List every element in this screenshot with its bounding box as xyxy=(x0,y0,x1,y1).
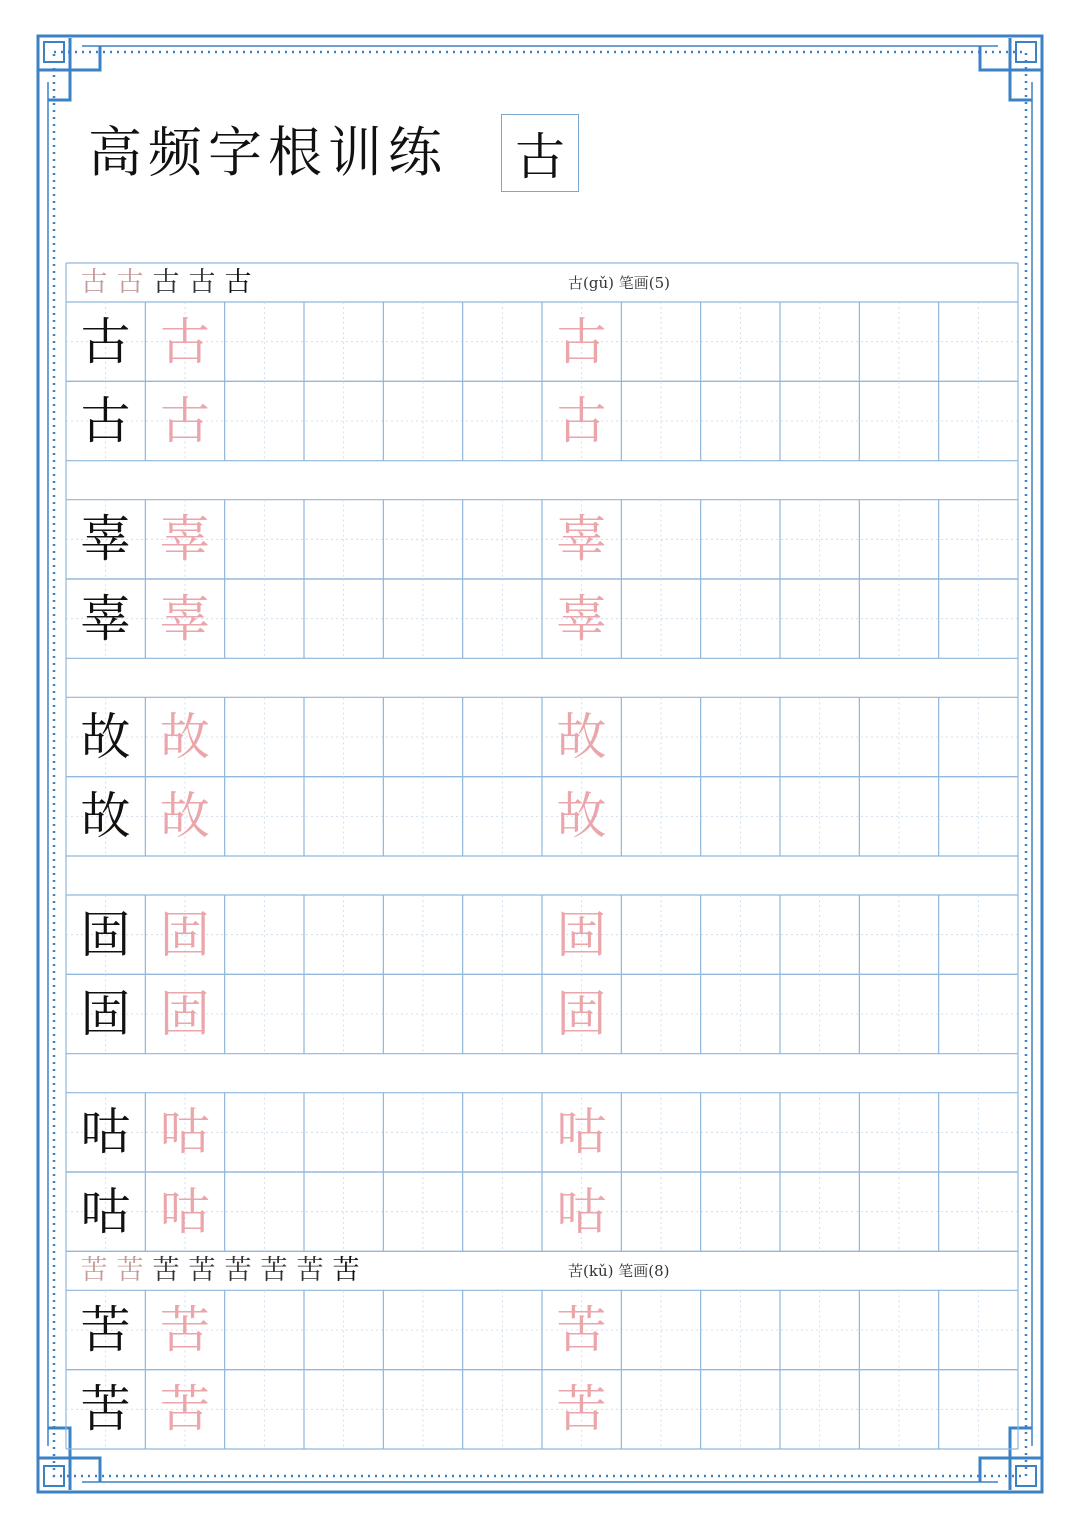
trace-character: 苦 xyxy=(159,1300,210,1359)
radical-box: 古 xyxy=(501,114,579,192)
stroke-step: 苦 xyxy=(296,1255,324,1287)
trace-character: 古 xyxy=(556,312,607,371)
trace-character: 辜 xyxy=(159,510,210,569)
trace-character: 古 xyxy=(556,391,607,450)
trace-character: 辜 xyxy=(159,589,210,648)
stroke-step: 苦 xyxy=(116,1255,144,1287)
stroke-step: 古 xyxy=(80,267,108,298)
stroke-step: 古 xyxy=(152,267,180,298)
model-character: 咕 xyxy=(80,1182,131,1241)
model-character: 苦 xyxy=(80,1380,131,1439)
trace-character: 故 xyxy=(556,707,607,766)
trace-character: 咕 xyxy=(556,1103,607,1162)
model-character: 故 xyxy=(80,707,131,766)
model-character: 古 xyxy=(80,312,131,371)
stroke-step: 古 xyxy=(188,267,216,298)
trace-character: 固 xyxy=(556,905,607,964)
model-character: 辜 xyxy=(80,510,131,569)
model-character: 苦 xyxy=(80,1300,131,1359)
trace-character: 固 xyxy=(159,905,210,964)
trace-character: 故 xyxy=(556,787,607,846)
page-title: 高频字根训练 xyxy=(88,121,448,184)
trace-character: 固 xyxy=(159,984,210,1043)
model-character: 咕 xyxy=(80,1103,131,1162)
trace-character: 苦 xyxy=(556,1300,607,1359)
model-character: 辜 xyxy=(80,589,131,648)
model-character: 固 xyxy=(80,984,131,1043)
stroke-step: 苦 xyxy=(188,1255,216,1287)
stroke-step: 古 xyxy=(224,267,252,298)
stroke-step: 苦 xyxy=(80,1255,108,1287)
pinyin-stroke-info: 苦(kǔ) 笔画(8) xyxy=(568,1262,670,1281)
model-character: 固 xyxy=(80,905,131,964)
trace-character: 故 xyxy=(159,707,210,766)
trace-character: 咕 xyxy=(556,1182,607,1241)
stroke-step: 古 xyxy=(116,267,144,298)
model-character: 古 xyxy=(80,391,131,450)
pinyin-stroke-info: 古(gǔ) 笔画(5) xyxy=(568,274,670,292)
stroke-order-sequence xyxy=(78,263,254,303)
trace-character: 古 xyxy=(159,391,210,450)
trace-character: 咕 xyxy=(159,1182,210,1241)
trace-character: 辜 xyxy=(556,510,607,569)
stroke-order-sequence xyxy=(78,1251,362,1291)
trace-character: 固 xyxy=(556,984,607,1043)
trace-character: 辜 xyxy=(556,589,607,648)
trace-character: 苦 xyxy=(159,1380,210,1439)
stroke-step: 苦 xyxy=(224,1255,252,1287)
trace-character: 古 xyxy=(159,312,210,371)
trace-character: 故 xyxy=(159,787,210,846)
stroke-step: 苦 xyxy=(260,1255,288,1287)
trace-character: 苦 xyxy=(556,1380,607,1439)
trace-character: 咕 xyxy=(159,1103,210,1162)
stroke-step: 苦 xyxy=(332,1255,360,1287)
stroke-step: 苦 xyxy=(152,1255,180,1287)
model-character: 故 xyxy=(80,787,131,846)
